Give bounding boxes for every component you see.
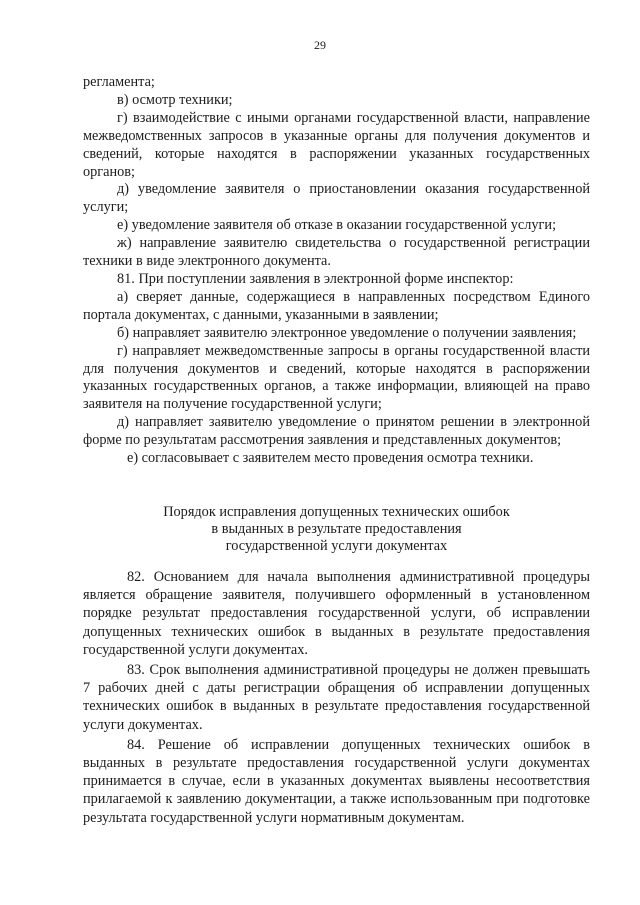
section-heading xyxy=(83,504,590,555)
list-item: в) осмотр техники; xyxy=(117,91,233,108)
section-heading-line: государственной услуги документах xyxy=(225,538,448,554)
list-item: а) сверяет данные, содержащиеся в направленных посредством Единого портала документах, с данными, указанными в заявлении; xyxy=(83,288,590,323)
list-item: г) взаимодействие с иными органами государственной власти, направление межведомственных запросов в указанные органы для получения документов и сведений, которые находятся в распоряжении указанных государственных органов; xyxy=(83,109,590,180)
list-item: б) направляет заявителю электронное уведомление о получении заявления; xyxy=(117,324,577,341)
paragraph-81: 81. При поступлении заявления в электронной форме инспектор: xyxy=(117,270,514,287)
page-number: 29 xyxy=(314,38,326,52)
section-heading-line: в выданных в результате предоставления xyxy=(211,521,462,537)
paragraph-84: 84. Решение об исправлении допущенных технических ошибок в выданных в результате предоставления государственной услуги документах принимается в случае, если в указанных документах выявлены несоответствия прилагаемой к заявлению документации, а также использованным при подготовке результата государственной услуги нормативным документам. xyxy=(83,736,590,826)
list-item: д) уведомление заявителя о приостановлении оказания государственной услуги; xyxy=(83,181,590,216)
list-item: д) направляет заявителю уведомление о принятом решении в электронной форме по результатам рассмотрения заявления и представленных документов; xyxy=(83,414,590,449)
section-heading-line: Порядок исправления допущенных технических ошибок xyxy=(163,504,510,520)
list-item: регламента; xyxy=(83,74,155,90)
list-item: г) направляет межведомственные запросы в органы государственной власти для получения документов и сведений, которые находятся в распоряжении указанных государственных органов, а также информации, влияющей на право заявителя на получение государственной услуги; xyxy=(83,342,590,413)
list-item: ж) направление заявителю свидетельства о государственной регистрации техники в виде электронного документа. xyxy=(83,235,590,270)
paragraph-82: 82. Основанием для начала выполнения административной процедуры является обращение заявителя, получившего оформленный в установленном порядке результат предоставления государственной услуги, об исправлении допущенных технических ошибок в выданных в результате предоставления государственной услуги документах. xyxy=(83,569,590,658)
list-item: е) уведомление заявителя об отказе в оказании государственной услуги; xyxy=(117,217,557,234)
paragraph-83: 83. Срок выполнения административной процедуры не должен превышать 7 рабочих дней с даты регистрации обращения об исправлении допущенных технических ошибок в выданных в результате предоставления государственной услуги документах. xyxy=(83,662,590,733)
list-continuation xyxy=(83,74,590,468)
list-item: е) согласовывает с заявителем место проведения осмотра техники. xyxy=(127,450,534,467)
section-body xyxy=(83,568,590,827)
